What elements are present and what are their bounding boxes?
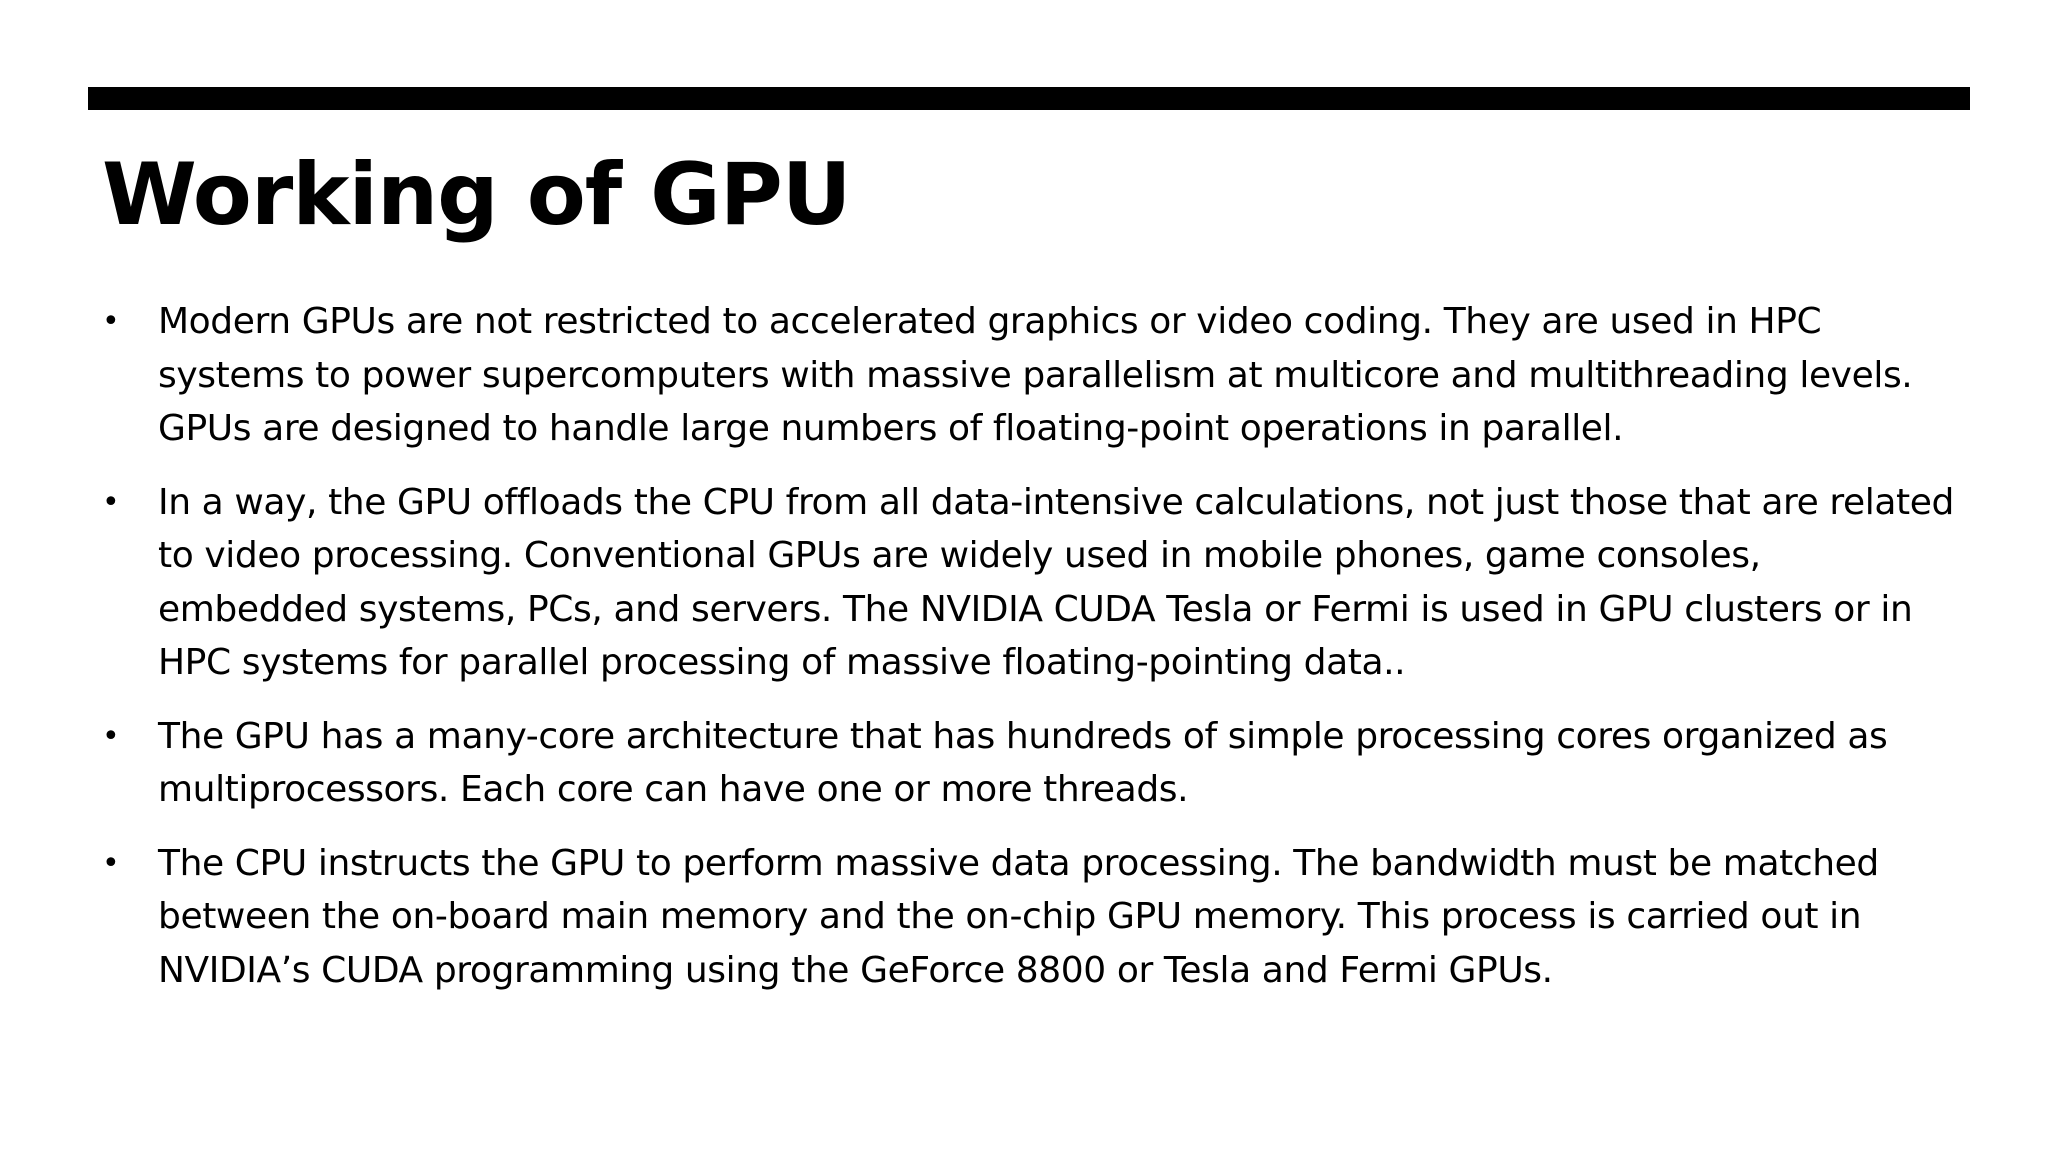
bullet-list [100,295,1960,1017]
bullet-icon: • [102,304,120,339]
bullet-icon: • [102,845,120,881]
bullet-text: The CPU instructs the GPU to perform massive data processing. The bandwidth must be matched between the on-board main memory and the on-chip GPU memory. This process is carried out in NVIDIA’s CUDA programming using the GeForce 8800 or Tesla and Fermi GPUs. [158,842,1879,991]
bullet-item [100,837,1960,998]
bullet-text: In a way, the GPU offloads the CPU from all data-intensive calculations, not just those that are related to video processing. Conventional GPUs are widely used in mobile phones, game consoles, embedded systems, PCs, and servers. The NVIDIA CUDA Tesla or Fermi is used in GPU clusters or in HPC systems for parallel processing of massive floating-pointing data.. [158,481,1954,683]
title-accent-bar [88,87,1970,110]
bullet-icon: • [102,718,120,754]
bullet-icon: • [102,484,120,520]
bullet-text: Modern GPUs are not restricted to accelerated graphics or video coding. They are used in HPC systems to power supercomputers with massive parallelism at multicore and multithreading levels. GPUs are designed to handle large numbers of floating-point operations in parallel. [158,301,1913,449]
bullet-item [100,295,1960,456]
slide-title: Working of GPU [102,145,851,245]
bullet-text: The GPU has a many-core architecture that has hundreds of simple processing cores organized as multiprocessors. Each core can have one or more threads. [158,715,1888,810]
bullet-item [100,476,1960,690]
bullet-item [100,710,1960,817]
